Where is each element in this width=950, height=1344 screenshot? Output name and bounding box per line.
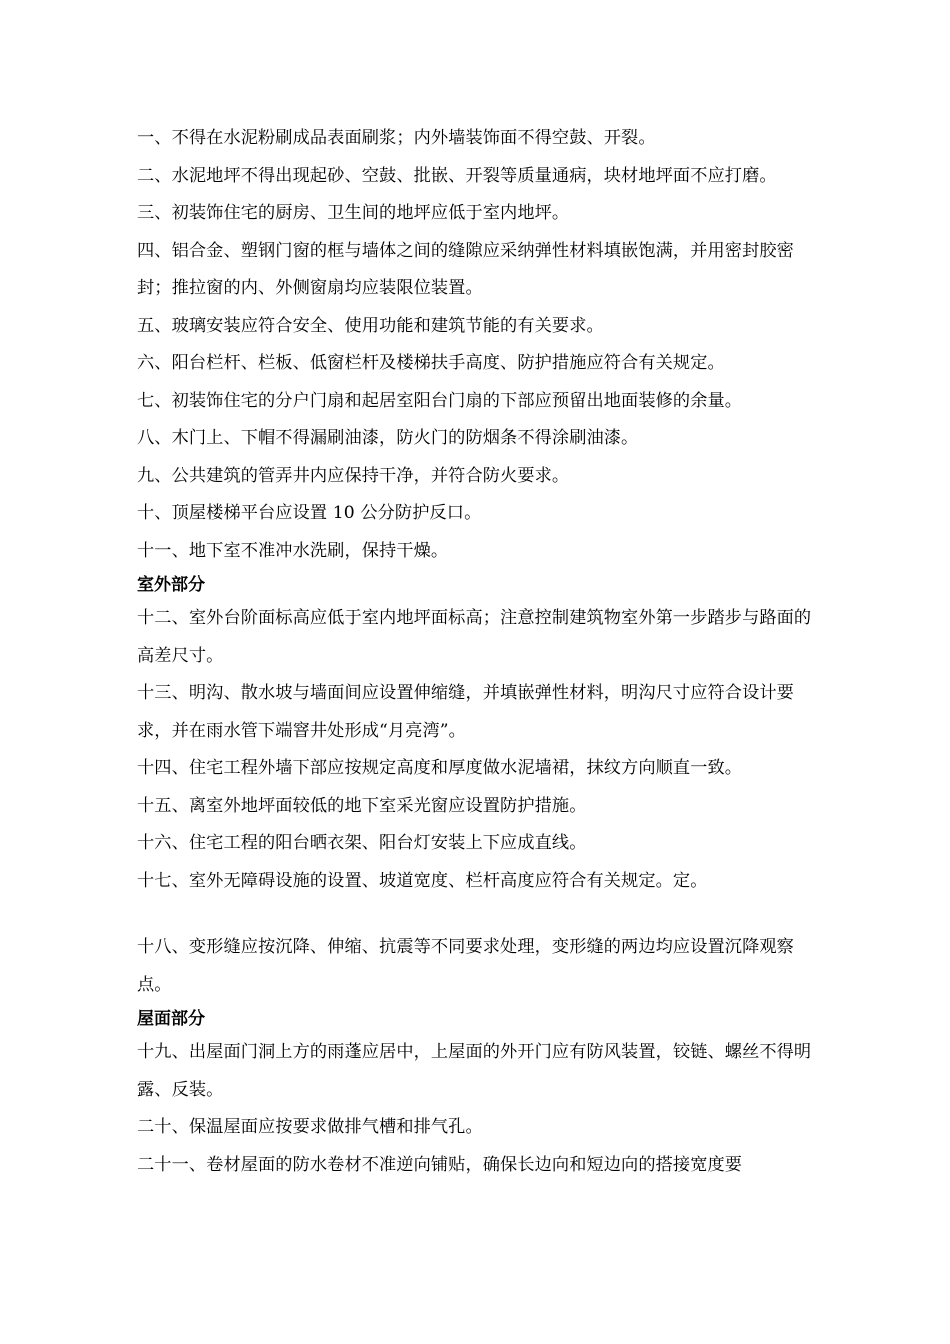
clause-19: 十九、出屋面门洞上方的雨蓬应居中，上屋面的外开门应有防风装置，铰链、螺丝不得明露、反装。 <box>137 1042 812 1100</box>
section-heading-exterior: 室外部分 <box>137 575 205 595</box>
clause-14: 十四、住宅工程外墙下部应按规定高度和厚度做水泥墙裙，抹纹方向顺直一致。 <box>137 758 743 778</box>
clause-7: 七、初装饰住宅的分户门扇和起居室阳台门扇的下部应预留出地面装修的余量。 <box>137 390 743 411</box>
blank-line <box>137 900 813 929</box>
document-body <box>137 120 813 1184</box>
clause-10: 十、顶屋楼梯平台应设置 10 公分防护反口。 <box>137 503 482 523</box>
clause-6: 六、阳台栏杆、栏板、低窗栏杆及楼梯扶手高度、防护措施应符合有关规定。 <box>137 353 725 373</box>
clause-4: 四、铝合金、塑钢门窗的框与墙体之间的缝隙应采纳弹性材料填嵌饱满，并用密封胶密封；推拉窗的内、外侧窗扇均应装限位装置。 <box>137 240 794 298</box>
clause-9: 九、公共建筑的管弄井内应保持干净，并符合防火要求。 <box>137 465 570 486</box>
clause-12: 十二、室外台阶面标高应低于室内地坪面标高；注意控制建筑物室外第一步踏步与路面的高差尺寸。 <box>137 608 812 666</box>
clause-2: 二、水泥地坪不得出现起砂、空鼓、批嵌、开裂等质量通病，块材地坪面不应打磨。 <box>137 165 777 186</box>
clause-1: 一、不得在水泥粉刷成品表面刷浆；内外墙装饰面不得空鼓、开裂。 <box>137 128 656 148</box>
clause-13: 十三、明沟、散水坡与墙面间应设置伸缩缝，并填嵌弹性材料，明沟尺寸应符合设计要求，并在雨水管下端窨井处形成“月亮湾”。 <box>137 683 794 741</box>
clause-21: 二十一、卷材屋面的防水卷材不准逆向铺贴，确保长边向和短边向的搭接宽度要 <box>137 1154 743 1175</box>
clause-8: 八、木门上、下帽不得漏刷油漆，防火门的防烟条不得涂刷油漆。 <box>137 428 639 448</box>
clause-16: 十六、住宅工程的阳台晒衣架、阳台灯安装上下应成直线。 <box>137 833 587 853</box>
clause-20: 二十、保温屋面应按要求做排气槽和排气孔。 <box>137 1117 483 1137</box>
section-heading-roof: 屋面部分 <box>137 1009 205 1029</box>
clause-3: 三、初装饰住宅的厨房、卫生间的地坪应低于室内地坪。 <box>137 203 570 223</box>
clause-15: 十五、离室外地坪面较低的地下室采光窗应设置防护措施。 <box>137 795 587 816</box>
clause-5: 五、玻璃安装应符合安全、使用功能和建筑节能的有关要求。 <box>137 315 604 336</box>
clause-17: 十七、室外无障碍设施的设置、坡道宽度、栏杆高度应符合有关规定。定。 <box>137 870 708 891</box>
clause-11: 十一、地下室不准冲水洗刷，保持干燥。 <box>137 540 449 561</box>
clause-18: 十八、变形缝应按沉降、伸缩、抗震等不同要求处理，变形缝的两边均应设置沉降观察点。 <box>137 937 794 995</box>
